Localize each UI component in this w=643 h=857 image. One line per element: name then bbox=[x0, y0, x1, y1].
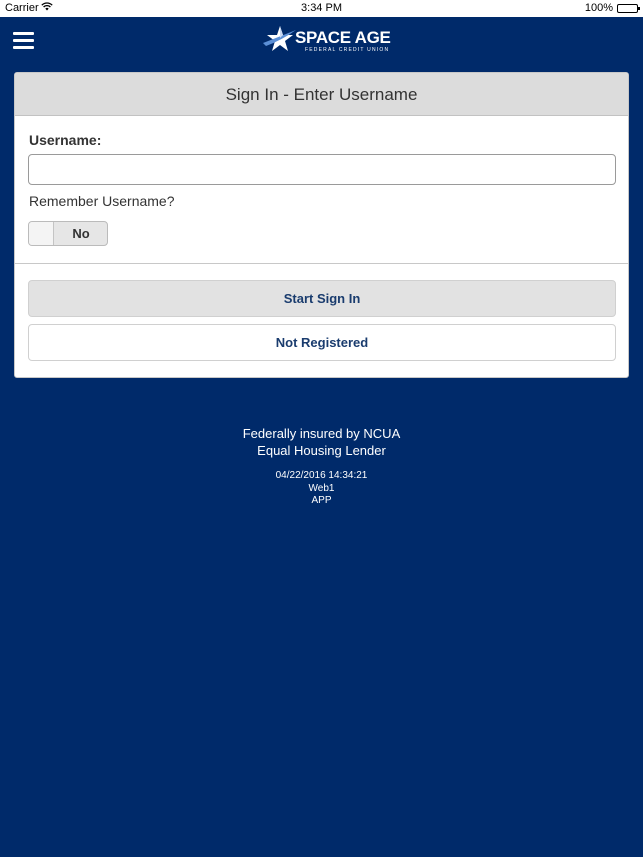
status-bar bbox=[0, 0, 643, 17]
remember-username-label: Remember Username? bbox=[29, 193, 175, 209]
ncua-insured-text: Federally insured by NCUA bbox=[242, 426, 401, 441]
equal-housing-text: Equal Housing Lender bbox=[257, 443, 386, 458]
footer-server: Web1 bbox=[308, 482, 335, 494]
footer-meta bbox=[0, 470, 643, 508]
panel-divider bbox=[15, 263, 628, 264]
logo-subtitle-text: FEDERAL CREDIT UNION bbox=[305, 47, 390, 53]
username-input[interactable] bbox=[28, 154, 616, 185]
app-header bbox=[0, 17, 643, 65]
start-sign-in-button[interactable]: Start Sign In bbox=[28, 280, 616, 317]
logo-brand-text: SPACE AGE bbox=[295, 28, 391, 47]
panel-title: Sign In - Enter Username bbox=[15, 73, 628, 116]
not-registered-button[interactable]: Not Registered bbox=[28, 324, 616, 361]
carrier-name: Carrier bbox=[5, 2, 39, 14]
footer bbox=[0, 425, 643, 508]
space-age-logo bbox=[262, 24, 391, 56]
footer-channel: APP bbox=[311, 495, 332, 506]
toggle-knob bbox=[29, 222, 54, 245]
hamburger-menu-icon[interactable] bbox=[13, 32, 34, 49]
star-logo-icon bbox=[262, 24, 298, 56]
signin-panel bbox=[14, 72, 629, 378]
status-time: 3:34 PM bbox=[301, 2, 342, 14]
toggle-state-label: No bbox=[72, 226, 90, 241]
battery-icon bbox=[617, 4, 638, 13]
battery-percentage: 100% bbox=[584, 2, 613, 14]
footer-timestamp: 04/22/2016 14:34:21 bbox=[275, 470, 368, 481]
username-label: Username: bbox=[29, 132, 102, 148]
remember-username-toggle[interactable] bbox=[28, 221, 108, 246]
